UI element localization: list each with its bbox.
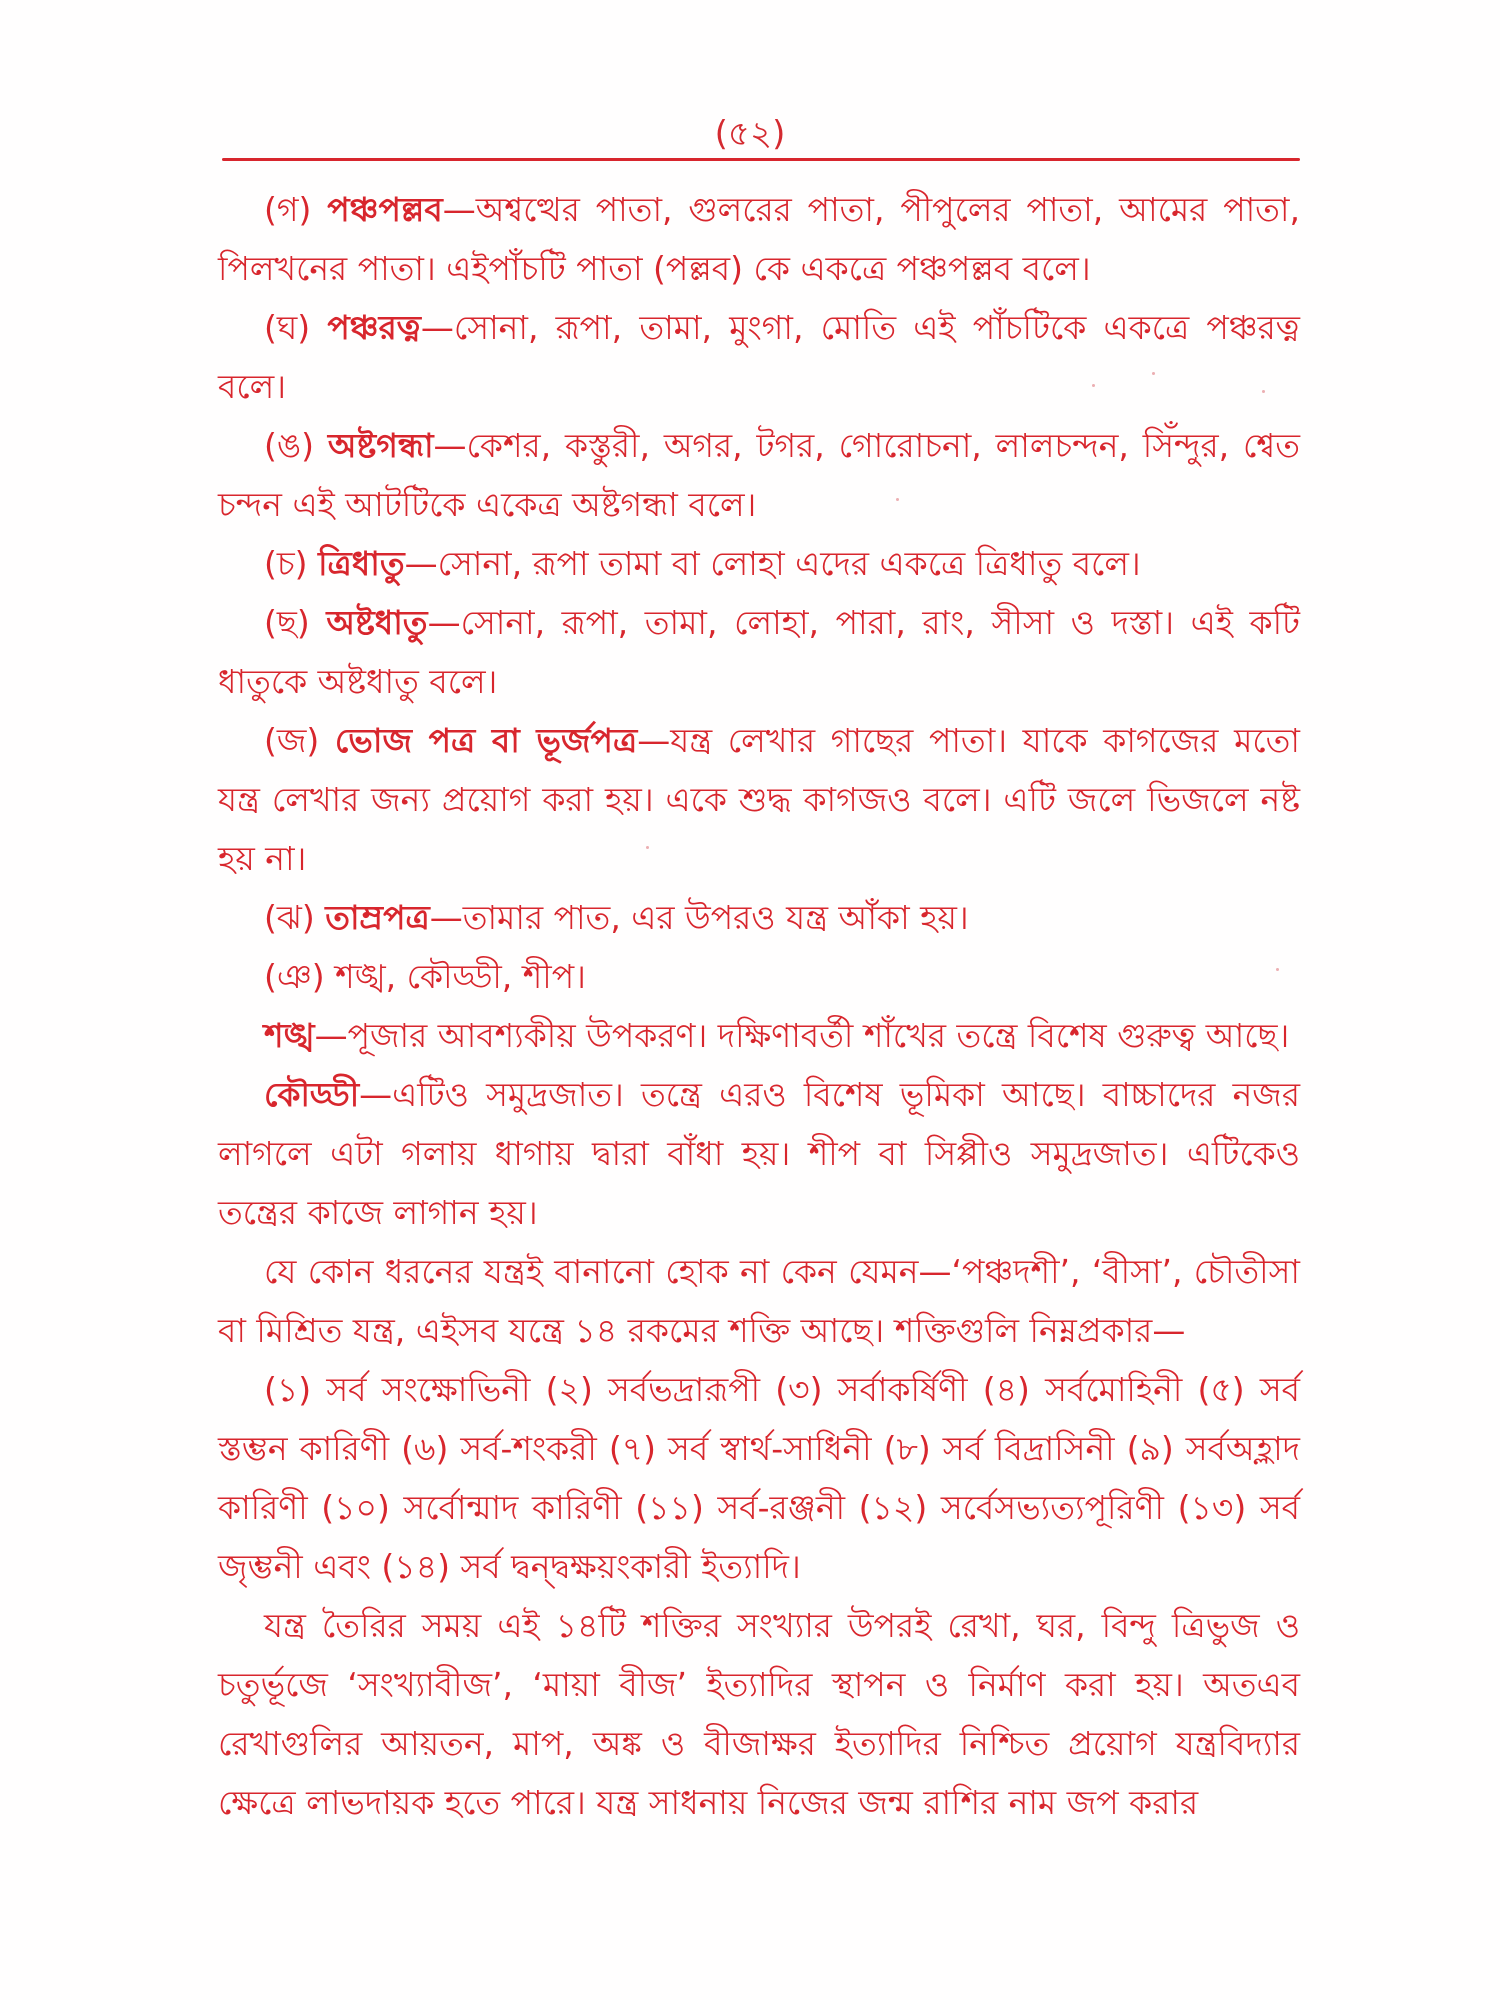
paragraph-text: —এটিও সমুদ্রজাত। তন্ত্রে এরও বিশেষ ভূমিকা আছে। বাচ্চাদের নজর লাগলে এটা গলায় ধাগায় দ্বারা বাঁধা হয়। শীপ বা সিপ্পীও সমুদ্রজাত। এটিকেও তন্ত্রের কাজে লাগান হয়। <box>218 1075 1300 1232</box>
paragraph-text: (ঞ) শঙ্খ, কৌড্ডী, শীপ। <box>264 957 586 996</box>
print-speck <box>646 846 649 849</box>
term-heading: অষ্টধাতু <box>326 603 428 642</box>
term-heading: কৌড্ডী <box>264 1075 360 1114</box>
paragraph-text: —কেশর, কস্তুরী, অগর, টগর, গোরোচনা, লালচন্দন, সিঁন্দুর, শ্বেত চন্দন এই আটটিকে একেত্র অষ্টগন্ধা বলে। <box>218 426 1300 524</box>
term-heading: ভোজ পত্র বা ভূর্জপত্র <box>334 721 638 760</box>
print-speck <box>1092 384 1095 387</box>
print-speck <box>1262 390 1265 393</box>
paragraph-text: —সোনা, রূপা, তামা, লোহা, পারা, রাং, সীসা ও দস্তা। এই কটি ধাতুকে অষ্টধাতু বলে। <box>218 603 1300 701</box>
item-label: (ঝ) <box>264 898 326 937</box>
paragraph-kouddi <box>218 1065 1300 1242</box>
paragraph-tridhatu <box>218 534 1300 593</box>
paragraph-text: —অশ্বত্থের পাতা, গুলরের পাতা, পীপুলের পাতা, আমের পাতা, পিলখনের পাতা। এইপাঁচটি পাতা (পল্লব) কে একত্রে পঞ্চপল্লব বলে। <box>218 190 1300 288</box>
print-speck <box>1152 372 1155 375</box>
item-label: (গ) <box>264 190 328 229</box>
paragraph-text: —যন্ত্র লেখার গাছের পাতা। যাকে কাগজের মতো যন্ত্র লেখার জন্য প্রয়োগ করা হয়। একে শুদ্ধ কাগজও বলে। এটি জলে ভিজলে নষ্ট হয় না। <box>218 721 1300 878</box>
paragraph-text: যে কোন ধরনের যন্ত্রই বানানো হোক না কেন যেমন—‘পঞ্চদশী’, ‘বীসা’, চৌতীসা বা মিশ্রিত যন্ত্র, এইসব যন্ত্রে ১৪ রকমের শক্তি আছে। শক্তিগুলি নিম্নপ্রকার— <box>218 1252 1300 1350</box>
paragraph-text: —পূজার আবশ্যকীয় উপকরণ। দক্ষিণাবর্তী শাঁখের তন্ত্রে বিশেষ গুরুত্ব আছে। <box>314 1016 1290 1055</box>
paragraph-bhojpatra <box>218 711 1300 888</box>
print-speck <box>1276 968 1279 971</box>
term-heading: ত্রিধাতু <box>318 544 405 583</box>
paragraph-shankha-list <box>218 947 1300 1006</box>
paragraph-text: যন্ত্র তৈরির সময় এই ১৪টি শক্তির সংখ্যার উপরই রেখা, ঘর, বিন্দু ত্রিভুজ ও চতুর্ভূজে ‘সংখ্যাবীজ’, ‘মায়া বীজ’ ইত্যাদির স্থাপন ও নির্মাণ করা হয়। অতএব রেখাগুলির আয়তন, মাপ, অঙ্ক ও বীজাক্ষর ইত্যাদির নিশ্চিত প্রয়োগ যন্ত্রবিদ্যার ক্ষেত্রে লাভদায়ক হতে পারে। যন্ত্র সাধনায় নিজের জন্ম রাশির নাম জপ করার <box>218 1606 1300 1822</box>
header-rule <box>222 158 1300 161</box>
paragraph-pancha-pallab <box>218 180 1300 298</box>
paragraph-text: —সোনা, রূপা, তামা, মুংগা, মোতি এই পাঁচটিকে একত্রে পঞ্চরত্ন বলে। <box>218 308 1300 406</box>
paragraph-text: —সোনা, রূপা তামা বা লোহা এদের একত্রে ত্রিধাতু বলে। <box>404 544 1141 583</box>
paragraph-yantra-nirman <box>218 1596 1300 1832</box>
paragraph-shankha <box>218 1006 1300 1065</box>
item-label: (জ) <box>264 721 335 760</box>
term-heading: পঞ্চরত্ন <box>327 308 421 347</box>
print-speck <box>896 498 899 501</box>
paragraph-text: —তামার পাত, এর উপরও যন্ত্র আঁকা হয়। <box>429 898 969 937</box>
page-body <box>218 180 1300 1832</box>
item-label: (চ) <box>264 544 319 583</box>
term-heading: শঙ্খ <box>264 1016 315 1055</box>
paragraph-shakti-list <box>218 1360 1300 1596</box>
term-heading: পঞ্চপল্লব <box>327 190 443 229</box>
item-label: (ঙ) <box>264 426 328 465</box>
paragraph-ashtadhatu <box>218 593 1300 711</box>
term-heading: তাম্রপত্র <box>325 898 430 937</box>
paragraph-ashtagandha <box>218 416 1300 534</box>
term-heading: অষ্টগন্ধা <box>327 426 434 465</box>
paragraph-tamrapatra <box>218 888 1300 947</box>
item-label: (ছ) <box>264 603 327 642</box>
paragraph-pancha-ratna <box>218 298 1300 416</box>
paragraph-yantra-shakti <box>218 1242 1300 1360</box>
item-label: (ঘ) <box>264 308 328 347</box>
page-number: (৫২) <box>714 114 786 154</box>
paragraph-text: (১) সর্ব সংক্ষোভিনী (২) সর্বভদ্রারূপী (৩) সর্বাকর্ষিণী (৪) সর্বমোহিনী (৫) সর্ব স্তম্ভন কারিণী (৬) সর্ব-শংকরী (৭) সর্ব স্বার্থ-সাধিনী (৮) সর্ব বিদ্রাসিনী (৯) সর্বঅহ্লাদ কারিণী (১০) সর্বোন্মাদ কারিণী (১১) সর্ব-রঞ্জনী (১২) সর্বেসভ্যত্যপূরিণী (১৩) সর্ব জৃম্ভনী এবং (১৪) সর্ব দ্বন্দ্বক্ষয়ংকারী ইত্যাদি। <box>218 1370 1300 1586</box>
